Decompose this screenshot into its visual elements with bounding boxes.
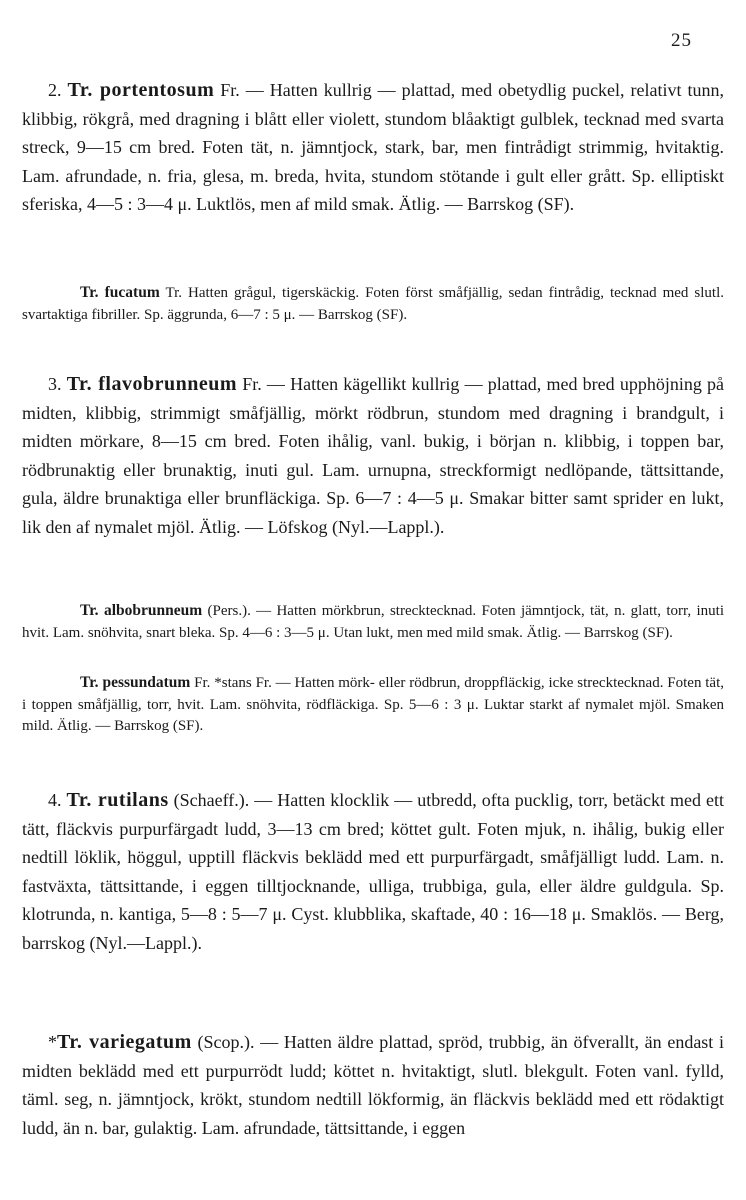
taxon-name: Tr. rutilans [66, 789, 169, 811]
page-number: 25 [671, 30, 692, 51]
entry-rutilans [22, 786, 724, 958]
entry-albobrunneum [22, 600, 724, 644]
entry-pessundatum [22, 672, 724, 738]
taxon-name: Tr. fucatum [80, 284, 160, 301]
entry-text: (Scop.). — Hatten äldre plattad, spröd, trubbig, än öfverallt, än endast i midten beklädd med ett purpurrödt ludd; köttet n. hvitaktigt, slutl. blekgult. Foten vanl. fylld, täml. seg, n. jämntjock, krökt, stundom nedtill lökformig, än fläckvis beklädd med ett rödaktigt ludd, än n. bar, gulaktig. Lam. afrundade, tättsittande, i eggen [22, 1032, 725, 1138]
taxon-name: Tr. portentosum [67, 79, 215, 101]
entry-text: (Schaeff.). — Hatten klocklik — utbredd, ofta pucklig, torr, betäckt med ett tätt, fläckvis purpurfärgadt ludd, 3—13 cm bred; köttet gult. Foten mjuk, n. ihålig, bukig eller nedtill löklik, höggul, upptill fläckvis beklädd med ett purpurfärgadt, småfjälligt ludd. Lam. n. fastväxta, tättsittande, i eggen tilltjocknande, ulliga, trubbiga, gula, eller äldre guldgula. Sp. klotrunda, n. kantiga, 5—8 : 5—7 μ. Cyst. klubblika, skaftade, 40 : 16—18 μ. Smaklös. — Berg, barrskog (Nyl.—Lappl.). [22, 790, 725, 953]
taxon-name: Tr. pessundatum [80, 674, 191, 691]
entry-text: (Pers.). — Hatten mörkbrun, strecktecknad. Foten jämntjock, tät, n. glatt, torr, inuti hvit. Lam. snöhvita, snart bleka. Sp. 4—6 : 3—5 μ. Utan lukt, men med mild smak. Ätlig. — Barrskog (SF). [22, 603, 724, 641]
entry-star: * [48, 1032, 57, 1052]
entry-number: 3. [48, 374, 62, 394]
taxon-name: Tr. flavobrunneum [66, 373, 238, 395]
entry-text: Fr. — Hatten kullrig — plattad, med obetydlig puckel, relativt tunn, klibbig, rökgrå, med dragning i blått eller violett, stundom blåaktigt gulblek, tecknad med svarta streck, 9—15 cm bred. Foten tät, n. jämntjock, stark, bar, men fintrådigt strimmig, hvitaktig. Lam. afrundade, n. fria, glesa, m. breda, hvita, stundom stötande i gult eller grått. Sp. elliptiskt sferiska, 4—5 : 3—4 μ. Luktlös, men af mild smak. Ätlig. — Barrskog (SF). [22, 80, 724, 215]
entry-text: Fr. *stans Fr. — Hatten mörk- eller rödbrun, droppfläckig, icke strecktecknad. Foten tät, i toppen småfjällig, torr, hvit. Lam. snöhvita, rödfläckiga. Sp. 5—6 : 3 μ. Luktar starkt af nymalet mjöl. Smaken mild. Ätlig. — Barrskog (SF). [22, 675, 725, 735]
entry-text: Fr. — Hatten kägellikt kullrig — plattad, med bred upphöjning på midten, klibbig, strimmigt småfjällig, mörkt rödbrun, stundom med dragning i brandgult, i midten mörkare, 8—15 cm bred. Foten ihålig, vanl. bukig, i början n. klibbig, i toppen bar, rödbrunaktig eller brunaktig, inuti gul. Lam. urnupna, streckformigt nedlöpande, tättsittande, gula, äldre brunaktiga eller brunfläckiga. Sp. 6—7 : 4—5 μ. Smakar bitter samt sprider en lukt, lik den af nymalet mjöl. Ätlig. — Löfskog (Nyl.—Lappl.). [22, 374, 724, 537]
entry-fucatum [22, 282, 724, 326]
entry-number: 4. [48, 790, 62, 810]
taxon-name: Tr. albobrunneum [80, 602, 203, 619]
entry-flavobrunneum [22, 370, 724, 542]
taxon-name: Tr. variegatum [57, 1031, 192, 1053]
entry-number: 2. [48, 80, 62, 100]
entry-portentosum [22, 76, 724, 219]
entry-variegatum [22, 1028, 724, 1142]
entry-text: Tr. Hatten grågul, tigerskäckig. Foten först småfjällig, sedan fintrådig, tecknad med slutl. svartaktiga fibriller. Sp. äggrunda, 6—7 : 5 μ. — Barrskog (SF). [22, 285, 725, 323]
